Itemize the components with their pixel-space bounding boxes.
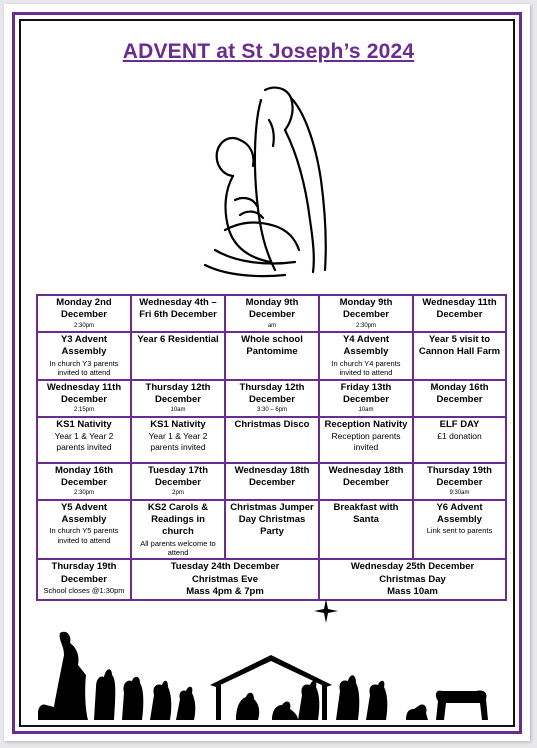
- event-name: Y3 Advent Assembly: [60, 334, 108, 358]
- advent-calendar-table: [36, 294, 507, 601]
- date-label: Wednesday 11th December: [46, 381, 122, 405]
- date-label: Thursday 12th December: [239, 381, 305, 405]
- date-cell: [319, 463, 413, 500]
- time-label: am: [267, 322, 277, 329]
- date-label: Thursday 19th December: [51, 561, 117, 585]
- time-label: 2:30pm: [355, 322, 376, 329]
- date-label: Monday 16th December: [430, 381, 489, 405]
- event-name: Whole school Pantomime: [241, 334, 303, 358]
- date-label: Wednesday 4th – Fri 6th December: [139, 297, 217, 321]
- page-title: ADVENT at St Joseph’s 2024: [122, 40, 415, 63]
- date-cell: [225, 463, 319, 500]
- event-note: Year 1 & Year 2 parents invited: [54, 430, 114, 452]
- event-note: In church Y3 parents invited to attend: [49, 358, 119, 378]
- event-cell: [131, 417, 225, 463]
- event-line: Christmas Day: [379, 573, 446, 585]
- event-cell: [319, 417, 413, 463]
- date-label: Monday 16th December: [54, 464, 114, 488]
- date-label: Thursday 12th December: [145, 381, 211, 405]
- date-label: Wednesday 18th December: [328, 464, 404, 488]
- event-cell: [37, 332, 131, 379]
- event-note: In church Y5 parents invited to attend: [49, 526, 119, 545]
- date-cell: [413, 380, 506, 417]
- date-cell: [37, 380, 131, 417]
- event-name: KS2 Carols & Readings in church: [147, 501, 209, 538]
- time-label: 2pm: [172, 490, 184, 497]
- date-label: Friday 13th December: [340, 381, 392, 405]
- event-name: Year 5 visit to Cannon Hall Farm: [418, 334, 501, 358]
- event-note: Year 1 & Year 2 parents invited: [148, 430, 208, 452]
- date-label: Tuesday 24th December: [170, 561, 280, 573]
- date-cell: [131, 463, 225, 500]
- date-label: Monday 9th December: [339, 297, 393, 321]
- date-cell: [413, 463, 506, 500]
- time-label: 9:30am: [449, 490, 470, 497]
- event-cell: [37, 417, 131, 463]
- time-label: 10am: [170, 407, 186, 414]
- event-cell: [37, 500, 131, 560]
- time-label: 2:30pm: [73, 322, 94, 329]
- event-note: £1 donation: [437, 430, 482, 441]
- time-label: 3:30 – 6pm: [256, 407, 288, 414]
- date-cell: [225, 380, 319, 417]
- date-cell: [131, 380, 225, 417]
- event-name: KS1 Nativity: [56, 418, 112, 430]
- date-cell: [37, 463, 131, 500]
- date-cell: [319, 380, 413, 417]
- time-label: 2:30pm: [73, 490, 94, 497]
- event-row: [37, 500, 506, 560]
- event-name: Y4 Advent Assembly: [342, 334, 390, 358]
- event-name: KS1 Nativity: [150, 418, 206, 430]
- date-label: Wednesday 11th December: [422, 297, 497, 321]
- event-name: Christmas Jumper Day Christmas Party: [230, 501, 314, 538]
- date-cell: [413, 295, 506, 332]
- event-note: School closes @1:30pm: [43, 586, 125, 596]
- event-cell: [131, 500, 225, 560]
- event-note: Reception parents invited: [331, 430, 401, 452]
- event-note: In church Y4 parents invited to attend: [331, 358, 401, 378]
- date-label: Monday 9th December: [245, 297, 299, 321]
- date-label: Monday 2nd December: [56, 297, 112, 321]
- event-line: Mass 10am: [387, 586, 438, 598]
- event-name: ELF DAY: [439, 418, 480, 430]
- date-row: [37, 380, 506, 417]
- holy-family-illustration: [195, 80, 335, 280]
- event-cell: [225, 500, 319, 560]
- date-label: Wednesday 18th December: [234, 464, 310, 488]
- nativity-silhouette: [36, 595, 506, 720]
- event-name: Y5 Advent Assembly: [60, 501, 108, 526]
- event-name: Breakfast with Santa: [333, 501, 399, 526]
- event-row: [37, 417, 506, 463]
- event-line: Christmas Eve: [191, 573, 258, 585]
- event-row: [37, 332, 506, 379]
- time-label: 2:15pm: [73, 407, 94, 414]
- date-cell: [225, 295, 319, 332]
- event-cell: [225, 417, 319, 463]
- date-row: [37, 295, 506, 332]
- event-name: Year 6 Residential: [137, 334, 219, 346]
- event-note: Link sent to parents: [426, 526, 493, 536]
- event-name: Christmas Disco: [234, 418, 310, 430]
- date-row: [37, 463, 506, 500]
- event-cell: [225, 332, 319, 379]
- time-label: 10am: [358, 407, 374, 414]
- date-cell: [131, 295, 225, 332]
- event-name: Y6 Advent Assembly: [436, 501, 483, 526]
- event-cell: [131, 332, 225, 379]
- event-name: Reception Nativity: [324, 418, 408, 430]
- date-cell: [319, 295, 413, 332]
- event-cell: [413, 500, 506, 560]
- event-cell: [319, 500, 413, 560]
- date-label: Wednesday 25th December: [350, 561, 475, 573]
- event-cell: [413, 417, 506, 463]
- date-label: Tuesday 17th December: [147, 464, 208, 488]
- event-line: Mass 4pm & 7pm: [186, 586, 264, 598]
- event-cell: [319, 332, 413, 379]
- event-note: All parents welcome to attend: [140, 538, 216, 558]
- date-label: Thursday 19th December: [427, 464, 492, 488]
- date-cell: [37, 295, 131, 332]
- event-cell: [413, 332, 506, 379]
